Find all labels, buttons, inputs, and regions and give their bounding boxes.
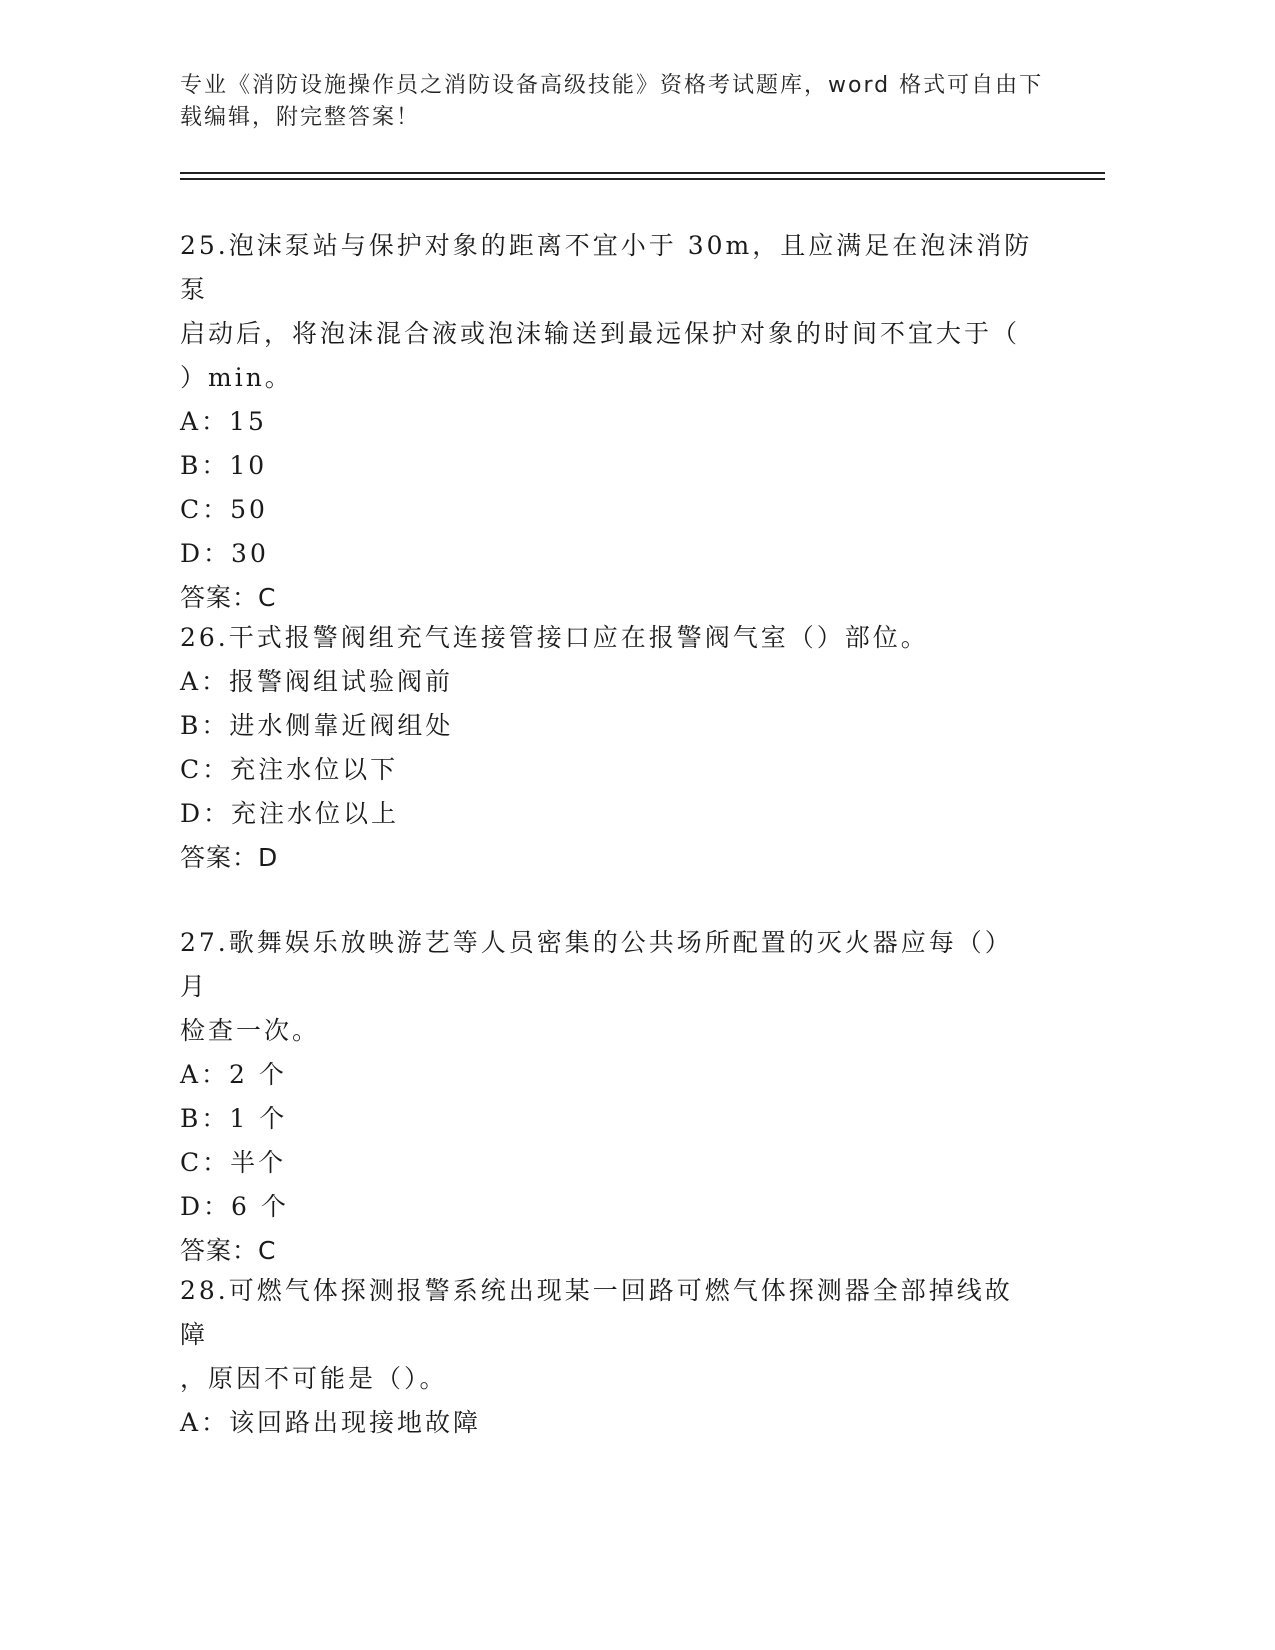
option-d: D：30 [180,539,269,568]
option-b: B：10 [180,451,268,480]
header-divider-top [180,172,1105,174]
question-stem-line: ）min。 [180,363,293,392]
question-28 [180,1269,1040,1445]
question-stem-line: 27.歌舞娱乐放映游艺等人员密集的公共场所配置的灭火器应每（）月 [180,928,1013,1001]
answer-text: 答案：C [180,583,277,612]
answer-text: 答案：D [180,843,279,872]
question-stem-line: ，原因不可能是（）。 [180,1364,448,1393]
option-d: D：6 个 [180,1192,289,1221]
option-a: A：15 [180,407,267,436]
header-intro-line-2: 载编辑，附完整答案！ [180,105,421,130]
question-25 [180,224,1040,620]
question-stem-line: 28.可燃气体探测报警系统出现某一回路可燃气体探测器全部掉线故障 [180,1276,1013,1349]
question-26 [180,616,1040,880]
option-a: A：2 个 [180,1060,287,1089]
question-stem-line: 启动后，将泡沫混合液或泡沫输送到最远保护对象的时间不宜大于（ [180,319,1021,348]
option-c: C：50 [180,495,268,524]
question-stem-line: 25.泡沫泵站与保护对象的距离不宜小于 30m，且应满足在泡沫消防泵 [180,231,1033,304]
header-divider-bottom [180,178,1105,180]
option-a: A：报警阀组试验阀前 [180,667,454,696]
document-header [180,70,1060,134]
option-c: C：半个 [180,1148,287,1177]
answer-text: 答案：C [180,1236,277,1265]
header-intro-line-1: 专业《消防设施操作员之消防设备高级技能》资格考试题库，word 格式可自由下 [180,73,1044,98]
question-27 [180,921,1040,1273]
option-b: B：1 个 [180,1104,288,1133]
option-c: C：充注水位以下 [180,755,399,784]
option-b: B：进水侧靠近阀组处 [180,711,454,740]
question-stem-line: 26.干式报警阀组充气连接管接口应在报警阀气室（）部位。 [180,623,929,652]
question-stem-line: 检查一次。 [180,1016,321,1045]
option-d: D：充注水位以上 [180,799,400,828]
option-a: A：该回路出现接地故障 [180,1408,482,1437]
